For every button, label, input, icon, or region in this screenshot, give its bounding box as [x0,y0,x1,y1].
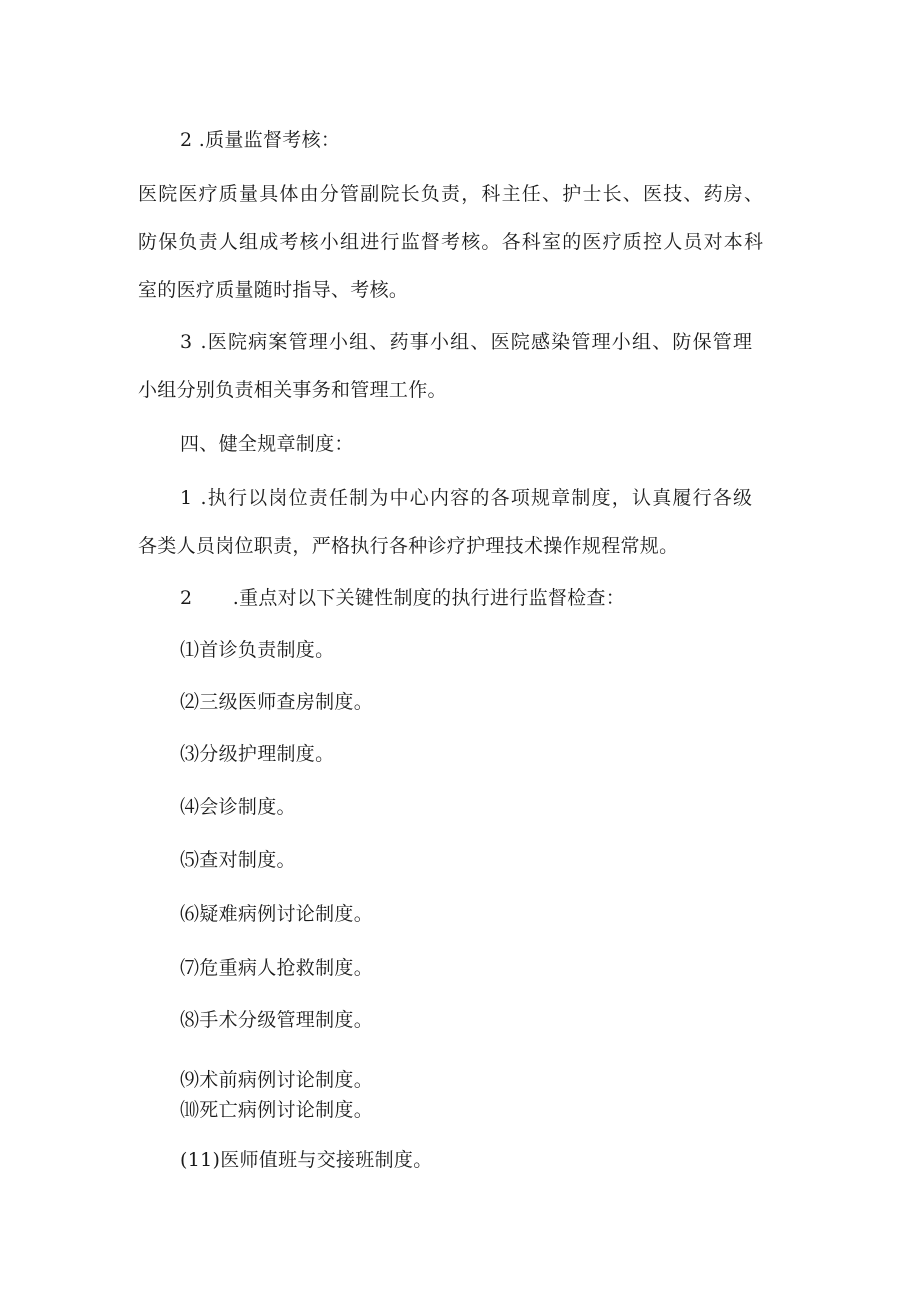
list-item: ⑽死亡病例讨论制度。 [180,1099,374,1121]
item-1-regulations [180,486,753,510]
item-text: .重点对以下关键性制度的执行进行监督检查： [232,587,626,609]
list-item: ⑷会诊制度。 [180,796,296,818]
item-number: 2 [180,587,193,609]
item-text: .医院病案管理小组、药事小组、医院感染管理小组、防保管理 [200,331,754,353]
list-item: ⑹疑难病例讨论制度。 [180,903,374,925]
list-item: ⑵三级医师查房制度。 [180,691,374,713]
item-text: .执行以岗位责任制为中心内容的各项规章制度，认真履行各级 [200,487,754,509]
list-item: ⑴首诊负责制度。 [180,639,335,661]
item-2-quality-supervision [180,128,340,152]
item-2-key-systems [180,586,625,610]
paragraph-line: 医院医疗质量具体由分管副院长负责，科主任、护士长、医技、药房、 [138,183,765,205]
item-number: 3 [180,331,194,353]
paragraph-line: 防保负责人组成考核小组进行监督考核。各科室的医疗质控人员对本科 [138,231,765,253]
item-text: .质量监督考核： [198,129,341,151]
paragraph-line: 室的医疗质量随时指导、考核。 [138,279,409,301]
section-heading: 四、健全规章制度： [180,433,354,455]
item-3-management-groups [180,330,753,354]
paragraph-line: 小组分别负责相关事务和管理工作。 [138,379,447,401]
list-item: ⑻手术分级管理制度。 [180,1009,374,1031]
item-number: 2 [180,129,193,151]
list-item: ⑺危重病人抢救制度。 [180,957,374,979]
paragraph-line: 各类人员岗位职责，严格执行各种诊疗护理技术操作规程常规。 [138,535,679,557]
list-item: (11)医师值班与交接班制度。 [180,1149,433,1171]
list-item: ⑸查对制度。 [180,849,296,871]
item-number: 1 [180,487,194,509]
list-item: ⑼术前病例讨论制度。 [180,1069,374,1091]
list-item: ⑶分级护理制度。 [180,743,335,765]
